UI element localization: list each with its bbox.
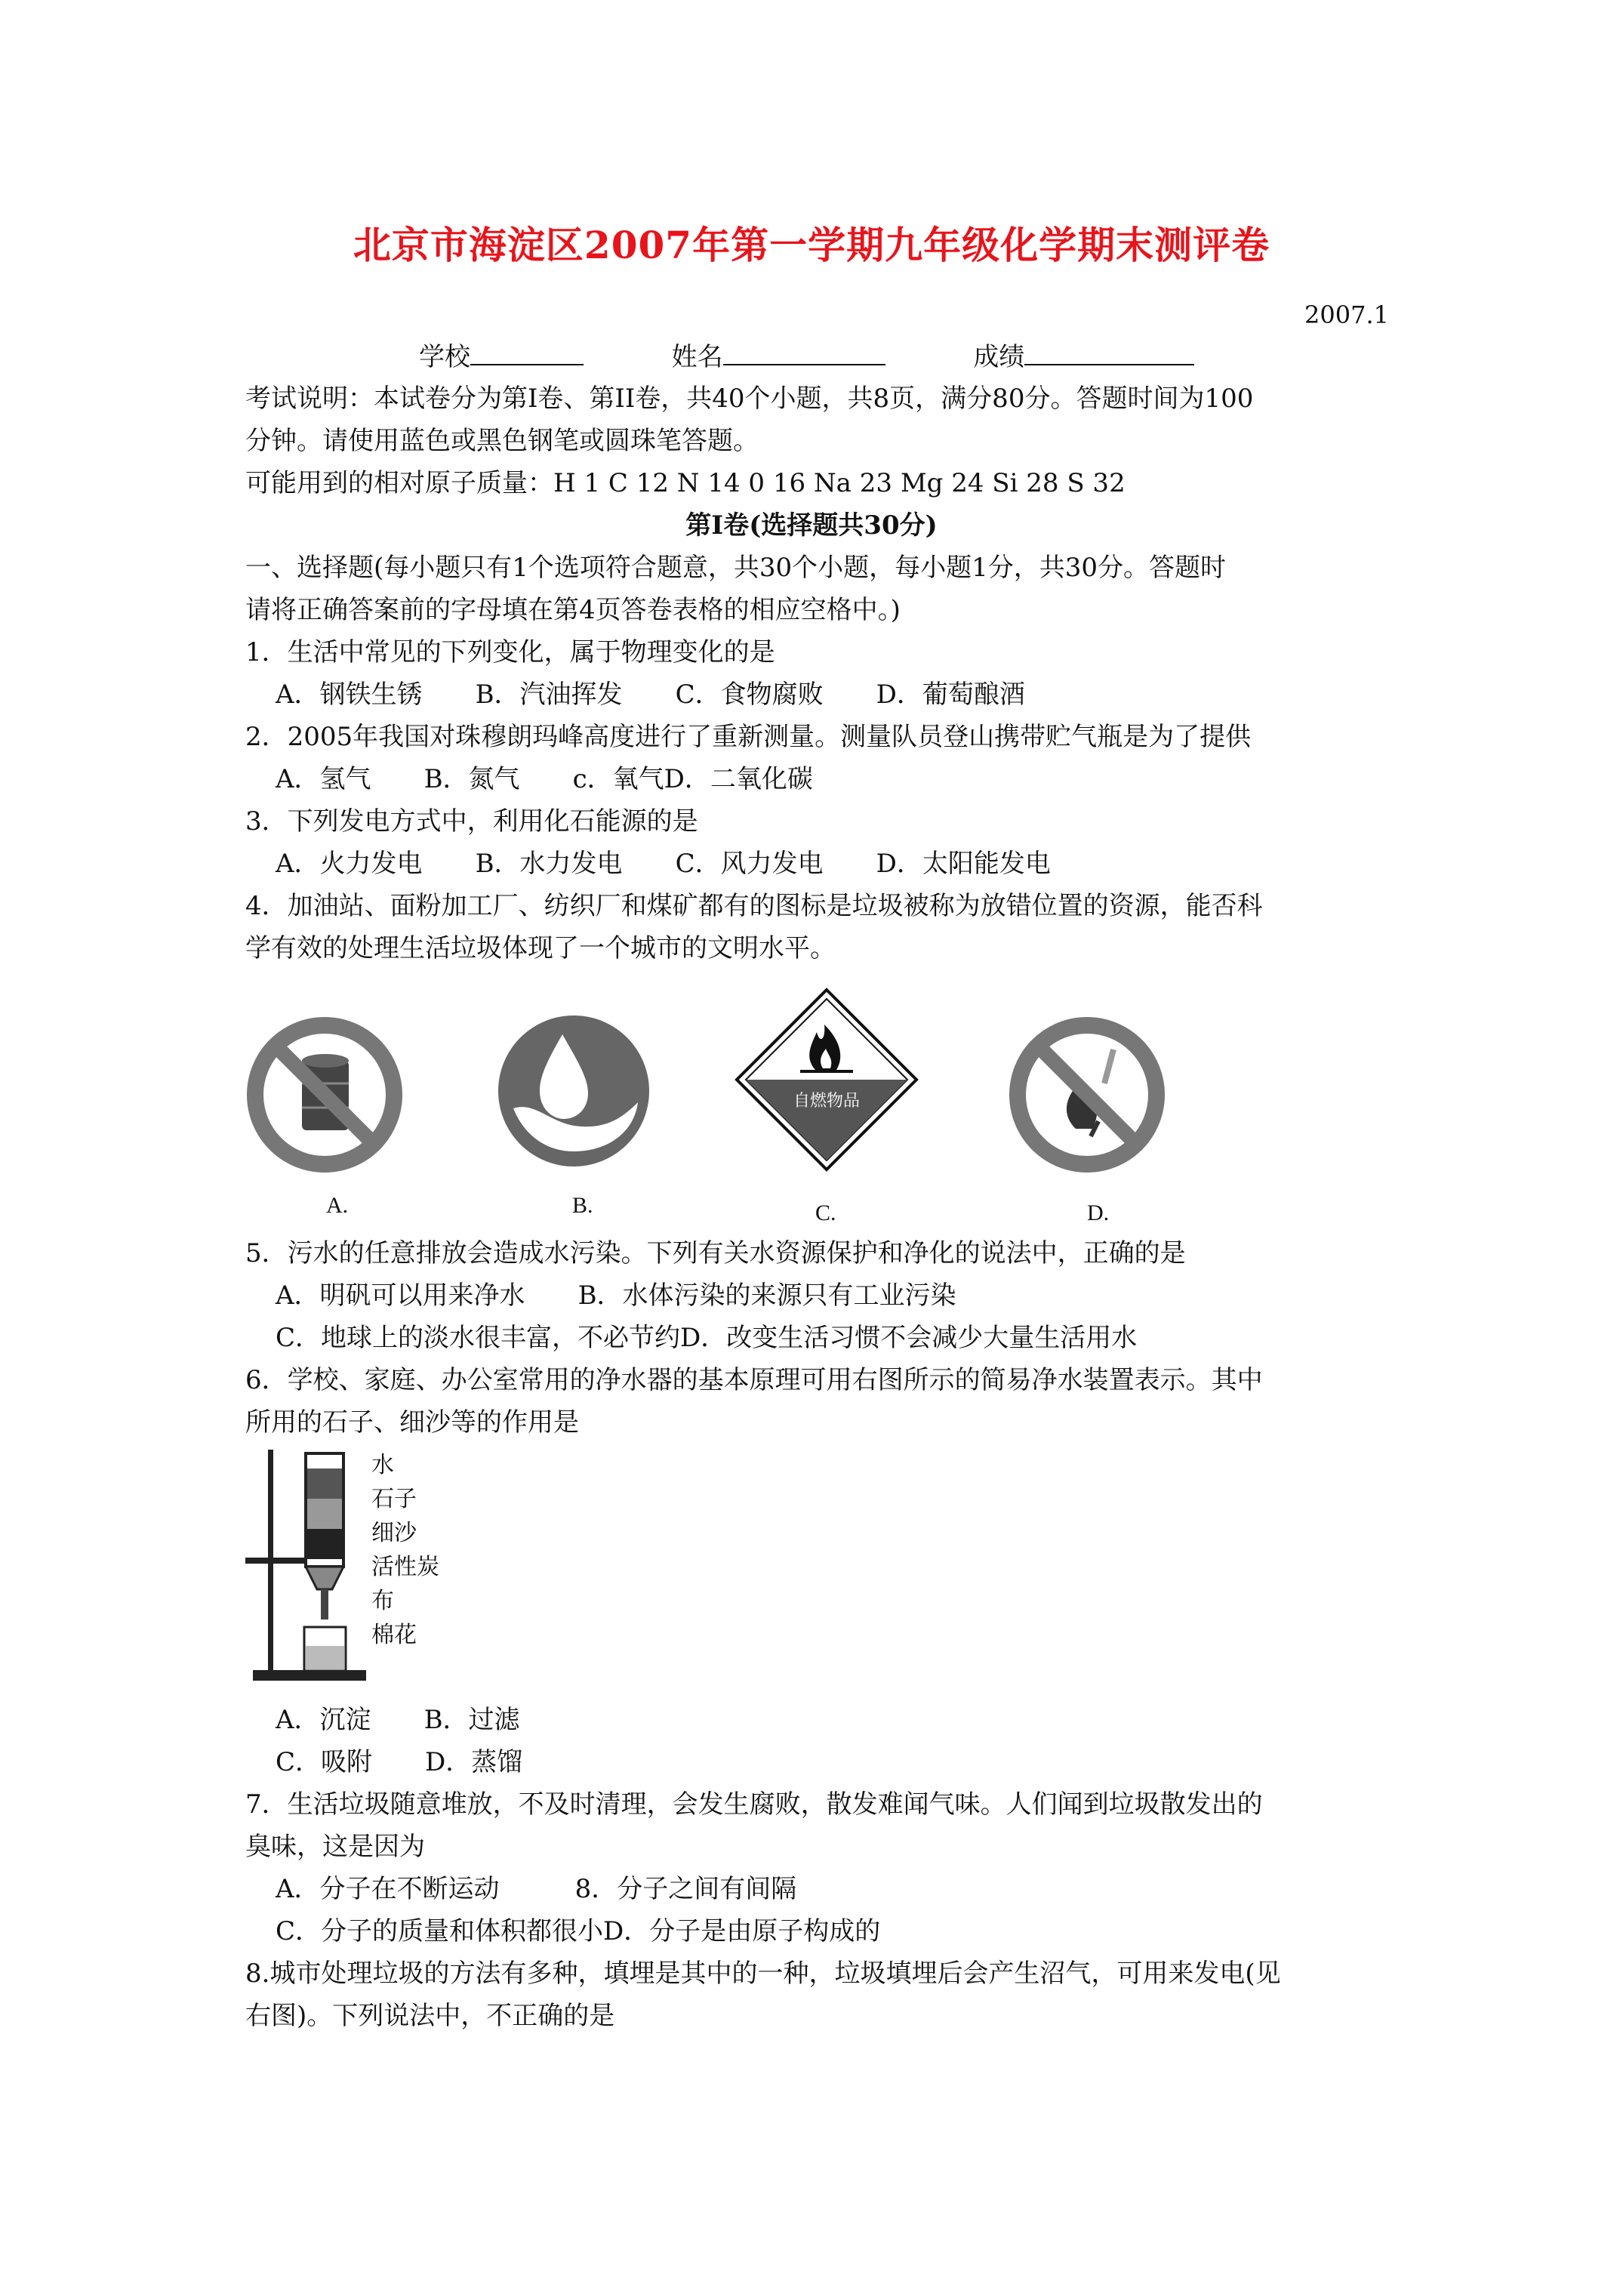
q7-row1 [276, 1874, 796, 1904]
school-label: 学校 [419, 342, 470, 372]
q6-option-d: D．蒸馏 [425, 1747, 523, 1777]
q5-stem: 5．污水的任意排放会造成水污染。下列有关水资源保护和净化的说法中，正确的是 [245, 1238, 1186, 1268]
icon-label-d: D. [1087, 1200, 1110, 1225]
section-intro-1: 一、选择题(每小题只有1个选项符合题意，共30个小题，每小题1分，共30分。答题时 [245, 553, 1227, 583]
q6-option-a: A．沉淀 [276, 1705, 371, 1735]
icon-label-c: C. [815, 1200, 836, 1225]
water-drop-icon [494, 1012, 653, 1170]
q5-row1 [276, 1281, 956, 1311]
water-filter-apparatus-icon [245, 1446, 366, 1687]
q3-stem: 3．下列发电方式中，利用化石能源的是 [245, 806, 698, 837]
q6-row2 [276, 1747, 522, 1777]
atomic-mass-line: 可能用到的相对原子质量：H 1 C 12 N 14 0 16 Na 23 Mg 24 Si 28 S 32 [245, 468, 1126, 498]
label-cotton: 棉花 [371, 1622, 417, 1648]
q1-option-c: C．食物腐败 [675, 680, 824, 710]
score-label: 成绩 [973, 342, 1025, 372]
q2-option-a: A．氢气 [276, 764, 371, 794]
q5-option-a: A．明矾可以用来净水 [276, 1281, 525, 1311]
q6-stem-2: 所用的石子、细沙等的作用是 [245, 1407, 579, 1438]
flammable-diamond-icon [732, 985, 921, 1174]
q7-option-a: A．分子在不断运动 [276, 1874, 500, 1904]
exam-date: 2007.1 [1304, 300, 1389, 329]
label-cloth: 布 [371, 1588, 394, 1614]
q3-option-c: C．风力发电 [675, 849, 824, 879]
q8-stem-1: 8.城市处理垃圾的方法有多种，填埋是其中的一种，垃圾填埋后会产生沼气，可用来发电(见 [245, 1959, 1281, 1989]
q5-row2: C．地球上的淡水很丰富，不必节约D．改变生活习惯不会减少大量生活用水 [276, 1323, 1138, 1353]
q4-stem-2: 学有效的处理生活垃圾体现了一个城市的文明水平。 [245, 933, 836, 963]
school-blank [470, 341, 584, 365]
q2-option-b: B．氮气 [423, 764, 520, 794]
q1-option-a: A．钢铁生锈 [276, 680, 423, 710]
q5-option-b: B．水体污染的来源只有工业污染 [577, 1281, 956, 1311]
icon-label-a: A. [326, 1193, 349, 1218]
instructions-line-1: 考试说明：本试卷分为第I卷、第II卷，共40个小题，共8页，满分80分。答题时间为100 [245, 384, 1254, 414]
q2-option-cd: c．氧气D．二氧化碳 [572, 764, 813, 794]
label-stones: 石子 [371, 1486, 417, 1512]
q3-option-d: D．太阳能发电 [876, 849, 1051, 879]
sign-text: 自燃物品 [793, 1092, 861, 1111]
q3-options [276, 849, 1051, 879]
q1-options [276, 680, 1025, 710]
label-water: 水 [371, 1452, 394, 1478]
score-blank [1024, 341, 1194, 365]
q1-stem: 1．生活中常见的下列变化，属于物理变化的是 [245, 637, 775, 667]
q8-stem-2: 右图)。下列说法中，不正确的是 [245, 2001, 615, 2031]
q7-stem-2: 臭味，这是因为 [245, 1832, 425, 1862]
label-sand: 细沙 [371, 1520, 417, 1546]
q3-option-a: A．火力发电 [276, 849, 423, 879]
q7-stem-1: 7．生活垃圾随意堆放，不及时清理，会发生腐败，散发难闻气味。人们闻到垃圾散发出的 [245, 1789, 1263, 1820]
q6-stem-1: 6．学校、家庭、办公室常用的净水器的基本原理可用右图所示的简易净水装置表示。其中 [245, 1365, 1263, 1395]
q6-option-c: C．吸附 [276, 1747, 373, 1777]
q7-option-b: 8．分子之间有间隔 [574, 1874, 797, 1904]
q1-option-d: D．葡萄酿酒 [876, 680, 1025, 710]
q2-options [276, 764, 813, 794]
no-fire-icon [1008, 1015, 1166, 1174]
label-activated-carbon: 活性炭 [371, 1554, 439, 1580]
page-title: 北京市海淀区2007年第一学期九年级化学期末测评卷 [353, 223, 1270, 267]
instructions-line-2: 分钟。请使用蓝色或黑色钢笔或圆珠笔答题。 [245, 426, 759, 456]
q1-option-b: B．汽油挥发 [475, 680, 623, 710]
q7-row2: C．分子的质量和体积都很小D．分子是由原子构成的 [276, 1916, 881, 1946]
q6-option-b: B．过滤 [423, 1705, 520, 1735]
section-intro-2: 请将正确答案前的字母填在第4页答卷表格的相应空格中。) [245, 595, 901, 625]
info-fields [419, 341, 1194, 372]
q4-stem-1: 4．加油站、面粉加工厂、纺织厂和煤矿都有的图标是垃圾被称为放错位置的资源，能否科 [245, 891, 1263, 921]
no-oil-barrel-icon [245, 1015, 404, 1174]
icon-label-b: B. [572, 1193, 593, 1218]
q2-stem: 2．2005年我国对珠穆朗玛峰高度进行了重新测量。测量队员登山携带贮气瓶是为了提供 [245, 722, 1252, 752]
name-label: 姓名 [671, 342, 723, 372]
name-blank [723, 341, 885, 365]
q6-row1 [276, 1705, 520, 1735]
section-title: 第I卷(选择题共30分) [685, 510, 938, 541]
q3-option-b: B．水力发电 [475, 849, 623, 879]
